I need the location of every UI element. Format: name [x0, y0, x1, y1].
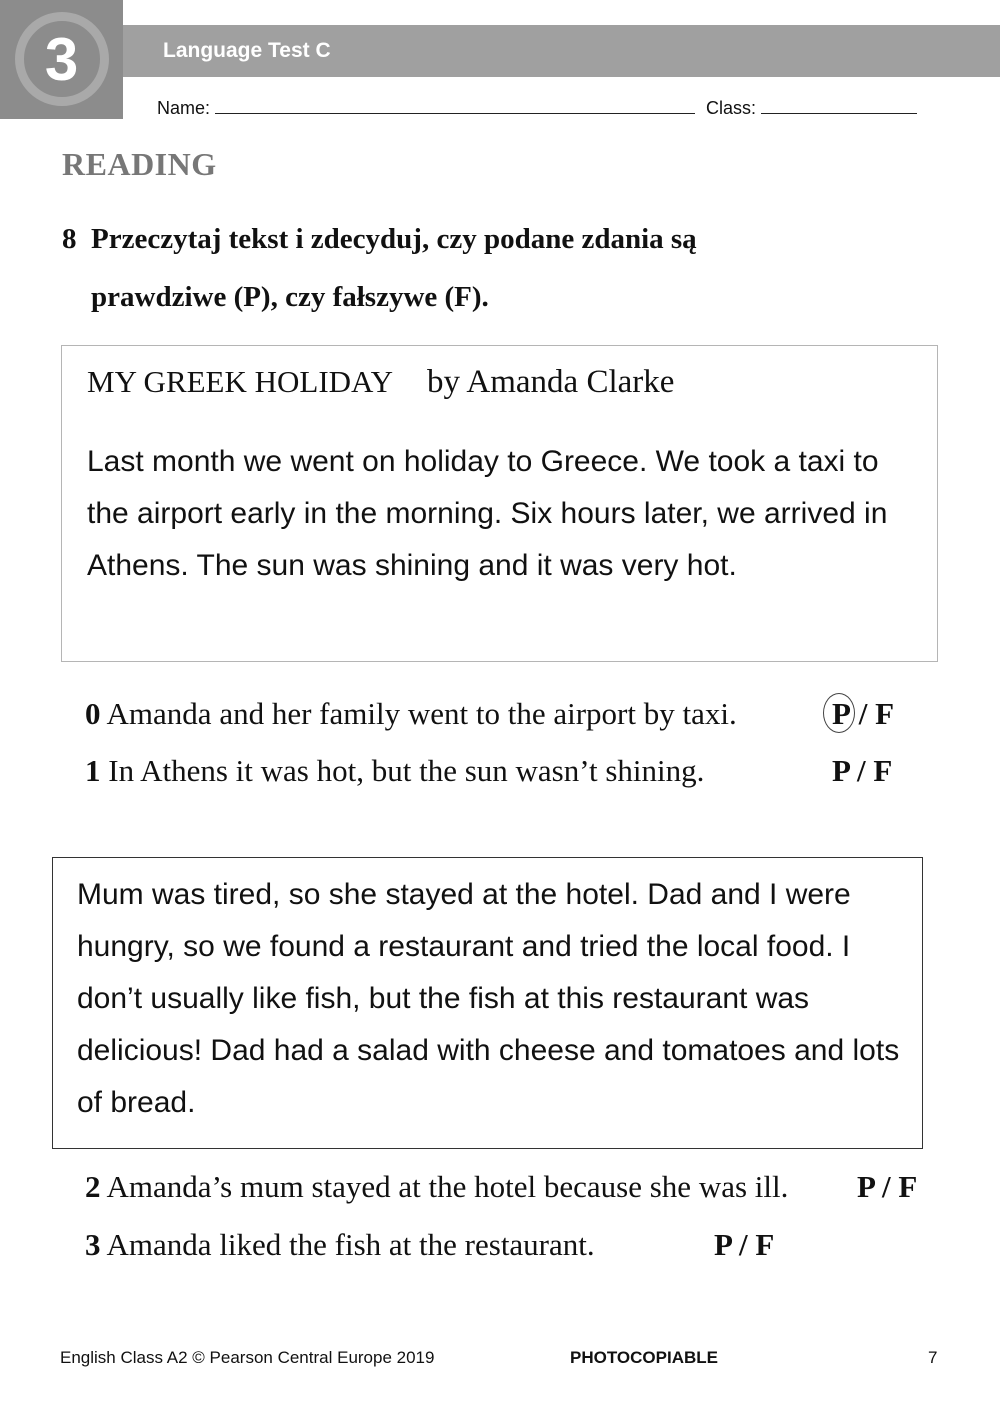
reading-paragraph-2: Mum was tired, so she stayed at the hotel. Dad and I were hungry, so we found a restaurant and tried the local food. I don’t usually like fish, but the fish at this restaurant was delicious! Dad had a salad with cheese and tomatoes and lots of bread.: [77, 878, 900, 1119]
answer-options-0: [832, 694, 894, 734]
answer-options-1: [832, 751, 892, 791]
answer-options-2[interactable]: P / F: [857, 1169, 918, 1204]
answer-options-3[interactable]: P / F: [714, 1227, 775, 1262]
story-title-row: [87, 364, 674, 401]
answer-separator: /: [849, 753, 874, 788]
answer-separator: /: [850, 696, 876, 731]
test-title: Language Test C: [163, 39, 331, 62]
name-label: Name:: [157, 98, 211, 118]
reading-paragraph-1: Last month we went on holiday to Greece. We took a taxi to the airport early in the morning. Six hours later, we arrived in Athens. The sun was shining and it was very hot.: [87, 445, 888, 582]
class-field[interactable]: [761, 99, 917, 114]
answer-p[interactable]: P: [832, 753, 850, 788]
question-text: Amanda liked the fish at the restaurant.: [106, 1227, 595, 1262]
footer-photocopiable: PHOTOCOPIABLE: [570, 1348, 718, 1367]
name-field[interactable]: [215, 99, 695, 114]
question-number: 1: [85, 753, 101, 788]
question-2: [85, 1167, 788, 1207]
task-text: [91, 210, 851, 326]
question-number: 0: [85, 696, 101, 731]
story-title: MY GREEK HOLIDAY: [87, 364, 393, 399]
task-number: 8: [62, 223, 77, 255]
reading-text-box-2: [52, 857, 923, 1149]
answer-f[interactable]: F: [875, 696, 894, 731]
question-text: Amanda and her family went to the airport by taxi.: [106, 696, 737, 731]
page-number: 7: [928, 1348, 938, 1367]
question-0: [85, 694, 737, 734]
section-title: READING: [62, 146, 217, 182]
class-label: Class:: [706, 98, 757, 118]
story-author: by Amanda Clarke: [426, 364, 675, 400]
question-1: [85, 751, 704, 791]
question-3: [85, 1225, 595, 1265]
footer-copyright: English Class A2 © Pearson Central Europe 2019: [60, 1348, 435, 1367]
question-number: 3: [85, 1227, 101, 1262]
reading-text-box-1: [61, 345, 938, 662]
question-number: 2: [85, 1169, 101, 1204]
unit-badge: [0, 0, 123, 119]
unit-number: 3: [44, 26, 79, 93]
question-text: In Athens it was hot, but the sun wasn’t shining.: [108, 753, 705, 788]
task-instruction-line2: prawdziwe (P), czy fałszywe (F).: [91, 281, 489, 313]
test-title-bar: [123, 25, 1000, 77]
answer-f[interactable]: F: [873, 753, 893, 788]
question-text: Amanda’s mum stayed at the hotel because she was ill.: [106, 1169, 789, 1204]
task-instruction-line1: Przeczytaj tekst i zdecyduj, czy podane zdania są: [91, 223, 697, 255]
answer-p-selected[interactable]: P: [832, 694, 851, 734]
name-class-row: [157, 98, 917, 119]
